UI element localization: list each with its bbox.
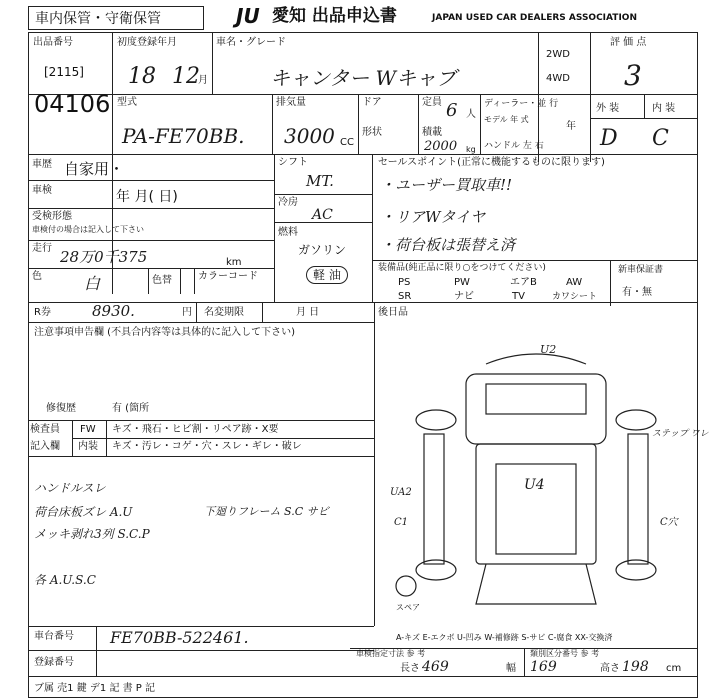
color-value: 白 [84,274,101,293]
use-label: 車歴 [32,159,52,170]
front-left-wheel [416,410,456,430]
diagram-top-mark: U2 [540,343,557,356]
equip-aw: AW [566,277,583,288]
record-label: 記入欄 [30,441,60,452]
form-label: 受検形態 [32,211,72,222]
length-label: 長さ [400,663,420,674]
cm-unit: cm [666,663,682,674]
cargo-bed [476,444,596,564]
repair-label: 修復歴 [46,403,76,414]
color-label: 色 [32,271,42,282]
drive-4wd: 4WD [546,73,570,84]
chassis-value: FE70BB-522461. [110,628,249,647]
remark-line: 下廻りフレーム S.C サビ [204,505,329,518]
length-value: 469 [422,659,449,675]
dealer-label: ディーラー・並 行 [484,99,559,109]
rename-label: 名変期限 [204,307,244,318]
lot-number: 04106 [34,90,111,118]
sales-line: ・リアWタイヤ [380,208,486,226]
form-title: 愛知 出品申込書 [272,6,397,26]
door-label: ドア [362,97,382,108]
sales-title: セールスポイント(正常に機能するものに限ります) [378,157,605,168]
diagram-left-mark: C1 [394,517,409,528]
width-label: 幅 [506,663,516,674]
ju-logo: JU [236,4,260,28]
month-unit: 月 [198,75,208,86]
storage-stamp [28,6,204,30]
equip-airbag: エアB [510,277,537,288]
first-reg-month: 12 [172,64,200,89]
org-english: JAPAN USED CAR DEALERS ASSOCIATION [432,13,637,23]
grade-value: 3 [624,59,642,92]
diagram-right-mark: ステップ ワレ [652,429,709,439]
ext-value: D [600,126,618,151]
footer-text: ブ属 売1 鍵 デ1 記 書 P 記 [34,683,156,694]
year-unit: 年 [566,121,576,132]
ac-label: 冷房 [278,197,298,208]
front-right-wheel [616,410,656,430]
truck-front-outline [486,354,586,364]
right-step [628,434,648,564]
equip-tv: TV [512,291,525,302]
height-label: 高さ [600,663,620,674]
rear-right-wheel [616,560,656,580]
name-label: 車名・グレード [216,37,286,48]
model-value: PA-FE70BB. [122,124,245,148]
fuel-label: 燃料 [278,227,298,238]
remark-line: 荷台床板ズレ A.U [34,505,133,519]
fw-label: FW [80,424,96,435]
sales-line: ・ユーザー買取車!! [380,176,513,194]
handle-label: ハンドル 左 右 [484,141,544,151]
cap-label: 定員 [422,97,442,108]
form-note: 車検付の場合は記入して下さい [32,225,144,234]
new-car-warranty-value: 有・無 [622,287,652,298]
cc-label: 排気量 [276,97,306,108]
first-reg-label: 初度登録年月 [117,37,177,48]
mileage-unit: km [226,257,242,268]
ext-label: 外 装 [596,103,620,114]
remark-line: メッキ剥れ3列 S.C.P [34,527,150,541]
mileage-value: 28万0千375 [60,248,148,266]
equip-title: 装備品(純正品に限り○をつけてください) [378,263,546,273]
model-year-label: モデル 年 式 [484,115,529,124]
color-change-label: 色替 [152,275,172,286]
int-value: C [652,126,669,151]
lot-code: [2115] [44,65,84,79]
equip-pw: PW [454,277,470,288]
rcoupon-label: R券 [34,307,51,318]
later-label: 後日品 [378,307,408,318]
remark-line: 各 A.U.S.C [34,573,96,587]
ac-value: AC [312,207,333,223]
dims-label-2: 類別区分番号 参 考 [530,649,600,658]
fuel-gas: ガソリン [298,243,347,257]
shift-value: MT. [306,172,334,190]
width-value: 169 [530,659,557,675]
fw-items: キズ・飛石・ヒビ割・リペア跡・X要 [112,424,279,435]
equip-navi: ナビ [454,291,474,302]
notes-label: 注意事項申告欄 (不具合内容等は具体的に記入して下さい) [34,327,295,338]
diagram-center-mark: U4 [524,477,545,493]
int-label: 内 装 [652,103,676,114]
shape-label: 形状 [362,127,382,138]
shift-label: シフト [278,157,308,168]
height-value: 198 [622,659,649,675]
new-car-warranty-label: 新車保証書 [618,265,664,275]
inspect-value: 年 月( 日) [116,189,178,205]
drive-2wd: 2WD [546,49,570,60]
rear-cab-outline [476,564,596,604]
rcoupon-value: 8930. [92,302,135,320]
use-value: 自家用・ [64,160,125,178]
inspector-label: 検査員 [30,424,60,435]
load-value: 2000 [424,139,458,154]
windshield [486,384,586,414]
name-value: キャンター Wキャブ [270,66,457,90]
remark-line: ハンドルスレ [34,481,106,495]
model-label: 型式 [117,97,137,108]
equip-seat: カワシート [552,292,598,302]
damage-legend: A-キズ E-エクボ U-凹み W-補修跡 S-サビ C-腐食 XX-交換済 [396,633,613,642]
cap-unit: 人 [466,109,476,120]
cc-unit: CC [340,137,354,148]
load-unit: kg [466,145,476,154]
load-label: 積載 [422,127,442,138]
rear-left-wheel [416,560,456,580]
int-check-items: キズ・汚レ・コゲ・穴・スレ・ギレ・破レ [112,441,302,452]
rcoupon-unit: 円 [182,307,192,318]
diagram-left-mark: UA2 [390,487,412,498]
fuel-diesel: 軽 油 [306,266,348,284]
cap-value: 6 [446,100,458,121]
truck-damage-diagram [376,324,696,624]
chassis-label: 車台番号 [34,631,74,642]
mileage-label: 走行 [32,243,52,254]
spare-label: スペア [396,603,420,612]
reg-label: 登録番号 [34,657,74,668]
color-code-label: カラーコード [198,271,258,282]
rename-value: 月 日 [296,307,320,318]
repair-value: 有 (箇所 [112,403,150,414]
equip-ps: PS [398,277,411,288]
dims-label-1: 車検指定寸法 参 考 [356,649,426,658]
storage-stamp-text: 車内保管・守衛保管 [35,11,161,27]
grade-label: 評 価 点 [610,37,647,48]
lot-label: 出品番号 [33,37,73,48]
spare-tire [396,576,416,596]
left-step [424,434,444,564]
sales-line: ・荷台板は張替え済 [380,236,516,254]
equip-sr: SR [398,291,412,302]
int-check-label: 内装 [78,441,98,452]
cc-value: 3000 [284,124,335,148]
diagram-right-mark: C穴 [660,517,678,528]
first-reg-year: 18 [128,64,156,89]
inspect-label: 車検 [32,185,52,196]
